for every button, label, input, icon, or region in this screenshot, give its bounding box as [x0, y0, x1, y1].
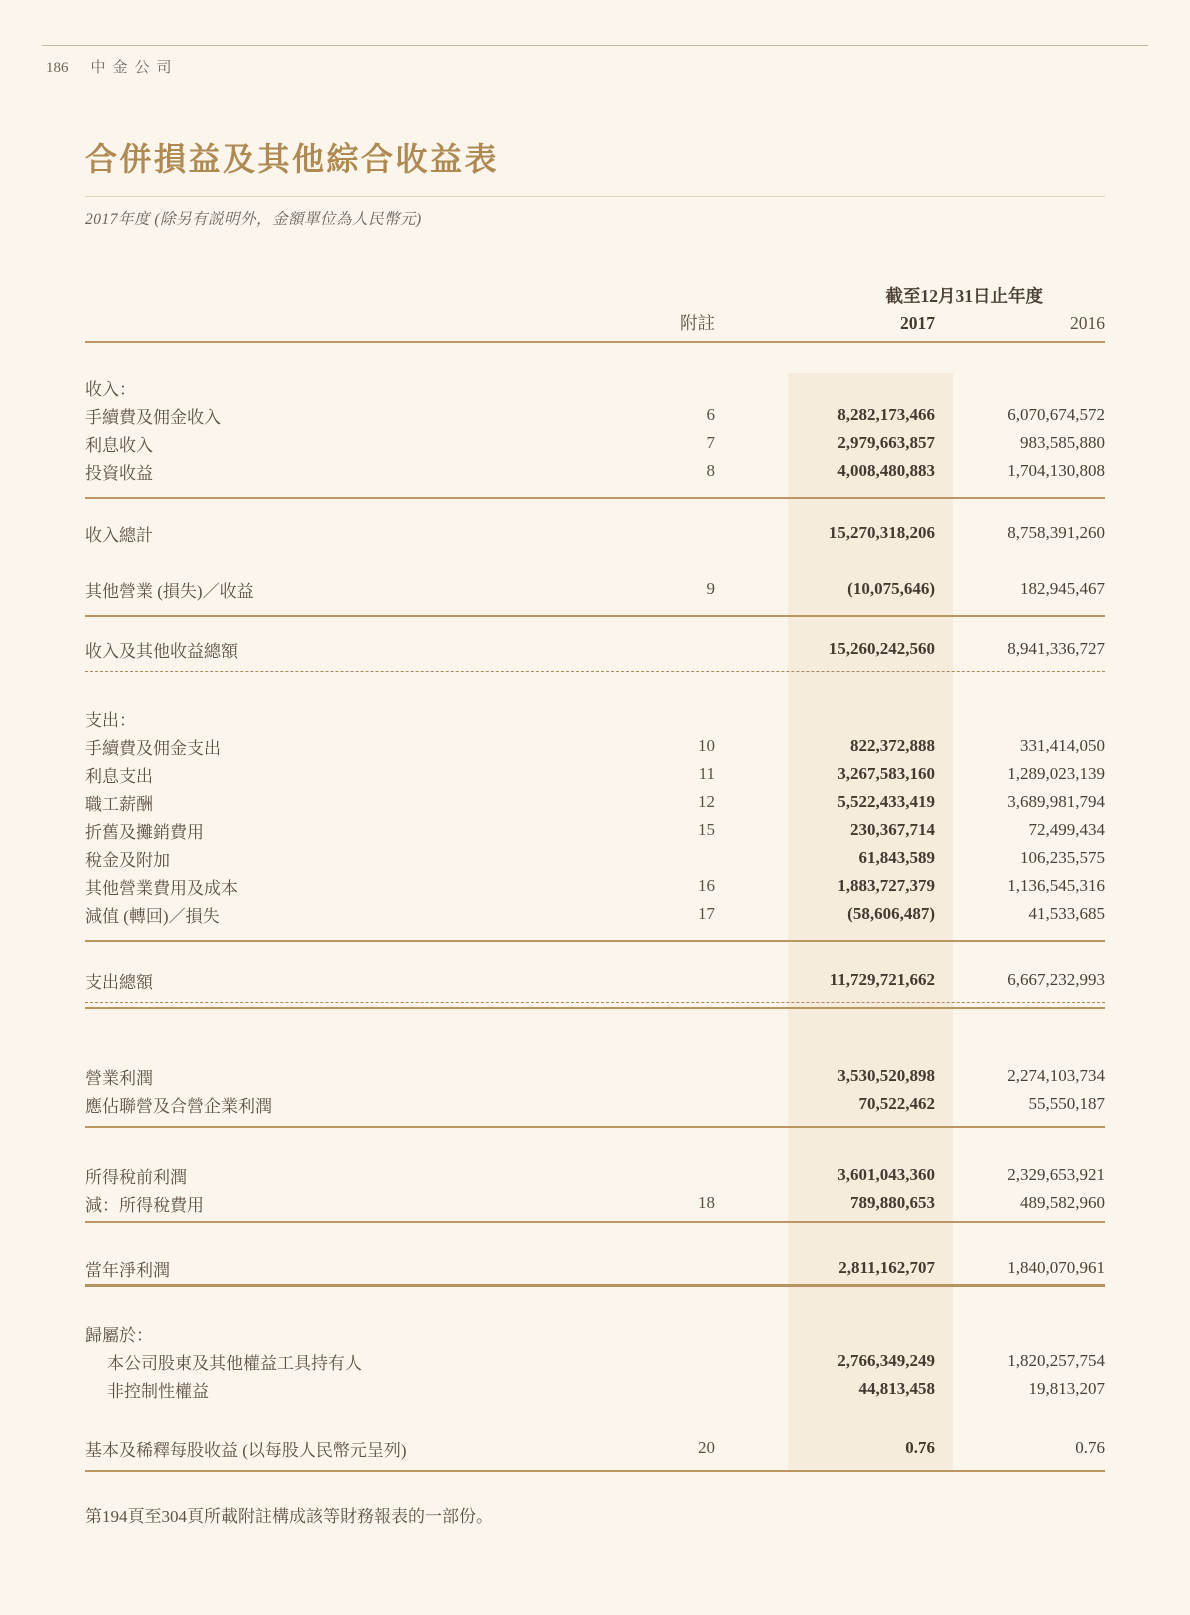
- table-rule-solid: [85, 615, 1105, 617]
- period-header: 截至12月31日止年度: [885, 286, 1043, 307]
- footnote: 第194頁至304頁所載附註構成該等財務報表的一部份。: [85, 1507, 493, 1527]
- row-value-2017: 3,267,583,160: [837, 764, 935, 784]
- note-column-header: 附註: [680, 313, 715, 334]
- row-value-2016: 2,329,653,921: [1007, 1165, 1105, 1185]
- table-row: [85, 519, 1105, 547]
- table-body: [85, 373, 1105, 1472]
- row-value-2016: 331,414,050: [1020, 736, 1105, 756]
- row-value-2016: 106,235,575: [1020, 848, 1105, 868]
- row-label: 手續費及佣金支出: [85, 738, 221, 758]
- year-2016-column-header: 2016: [1070, 313, 1105, 334]
- subtitle: 2017年度 (除另有説明外，金額單位為人民幣元): [85, 211, 422, 229]
- row-value-2017: 15,270,318,206: [828, 523, 935, 543]
- company-name: 中金公司: [90, 60, 179, 76]
- table-rule-solid: [85, 1470, 1105, 1472]
- row-value-2016: 1,136,545,316: [1007, 876, 1105, 896]
- row-label: 當年淨利潤: [85, 1260, 170, 1280]
- row-label: 支出：: [85, 710, 136, 730]
- row-value-2016: 1,704,130,808: [1007, 461, 1105, 481]
- row-label: 利息支出: [85, 766, 153, 786]
- row-value-2016: 1,289,023,139: [1007, 764, 1105, 784]
- table-row: [85, 575, 1105, 603]
- table-rule-dashed: [85, 1002, 1105, 1003]
- row-value-2016: 983,585,880: [1020, 433, 1105, 453]
- row-label: 其他營業 (損失)／收益: [85, 581, 254, 601]
- section-row: [85, 373, 1105, 401]
- page-title: 合併損益及其他綜合收益表: [85, 141, 500, 177]
- row-value-2017: 15,260,242,560: [828, 639, 935, 659]
- row-note: 9: [706, 579, 715, 599]
- year-2017-column-header: 2017: [900, 313, 935, 334]
- row-value-2016: 0.76: [1075, 1438, 1105, 1458]
- row-value-2017: 2,766,349,249: [837, 1351, 935, 1371]
- table-rule-solid: [85, 940, 1105, 942]
- row-note: 12: [698, 792, 715, 812]
- row-value-2017: 822,372,888: [850, 736, 935, 756]
- page-header: [46, 56, 179, 77]
- row-value-2017: 5,522,433,419: [837, 792, 935, 812]
- table-row: [85, 1347, 1105, 1375]
- table-rule-thick: [85, 1284, 1105, 1287]
- row-label: 投資收益: [85, 463, 153, 483]
- row-value-2016: 72,499,434: [1028, 820, 1105, 840]
- row-value-2016: 19,813,207: [1028, 1379, 1105, 1399]
- row-note: 20: [698, 1438, 715, 1458]
- row-label: 歸屬於：: [85, 1325, 153, 1345]
- row-label: 稅金及附加: [85, 850, 170, 870]
- row-label: 減值 (轉回)／損失: [85, 906, 220, 926]
- row-label: 職工薪酬: [85, 794, 153, 814]
- row-label: 收入：: [85, 379, 136, 399]
- row-note: 18: [698, 1193, 715, 1213]
- row-label: 折舊及攤銷費用: [85, 822, 204, 842]
- row-value-2017: 8,282,173,466: [837, 405, 935, 425]
- row-label: 所得稅前利潤: [85, 1167, 187, 1187]
- table-header: [85, 277, 1105, 343]
- row-note: 6: [706, 405, 715, 425]
- title-rule: [85, 196, 1105, 197]
- table-row: [85, 966, 1105, 994]
- row-value-2017: 1,883,727,379: [837, 876, 935, 896]
- row-label: 收入及其他收益總額: [85, 641, 238, 661]
- row-value-2017: 61,843,589: [858, 848, 935, 868]
- table-row: [85, 1375, 1105, 1403]
- row-label: 支出總額: [85, 972, 153, 992]
- table-rule-solid: [85, 1007, 1105, 1009]
- row-value-2016: 6,667,232,993: [1007, 970, 1105, 990]
- row-value-2016: 3,689,981,794: [1007, 792, 1105, 812]
- row-value-2016: 6,070,674,572: [1007, 405, 1105, 425]
- row-value-2017: 3,530,520,898: [837, 1066, 935, 1086]
- table-rule-dashed: [85, 671, 1105, 672]
- table-row: [85, 401, 1105, 429]
- row-value-2016: 8,941,336,727: [1007, 639, 1105, 659]
- table-row: [85, 844, 1105, 872]
- table-row: [85, 1434, 1105, 1462]
- table-row: [85, 429, 1105, 457]
- table-row: [85, 816, 1105, 844]
- row-label: 非控制性權益: [107, 1381, 209, 1401]
- row-value-2016: 55,550,187: [1028, 1094, 1105, 1114]
- table-row: [85, 635, 1105, 663]
- row-note: 8: [706, 461, 715, 481]
- table-row: [85, 732, 1105, 760]
- row-value-2017: 230,367,714: [850, 820, 935, 840]
- table-row: [85, 1161, 1105, 1189]
- table-row: [85, 1254, 1105, 1282]
- row-value-2017: 70,522,462: [858, 1094, 935, 1114]
- row-note: 7: [706, 433, 715, 453]
- row-note: 17: [698, 904, 715, 924]
- row-label: 其他營業費用及成本: [85, 878, 238, 898]
- section-row: [85, 704, 1105, 732]
- row-value-2017: 2,811,162,707: [838, 1258, 935, 1278]
- section-row: [85, 1319, 1105, 1347]
- row-label: 收入總計: [85, 525, 153, 545]
- row-value-2017: 4,008,480,883: [837, 461, 935, 481]
- row-label: 減：所得稅費用: [85, 1195, 204, 1215]
- table-rule-solid: [85, 497, 1105, 499]
- column-headers: [85, 310, 1105, 335]
- row-note: 16: [698, 876, 715, 896]
- table-rule-solid: [85, 1126, 1105, 1128]
- row-label: 本公司股東及其他權益工具持有人: [107, 1353, 362, 1373]
- row-label: 手續費及佣金收入: [85, 407, 221, 427]
- row-value-2017: 0.76: [905, 1438, 935, 1458]
- row-value-2016: 1,840,070,961: [1007, 1258, 1105, 1278]
- row-value-2016: 8,758,391,260: [1007, 523, 1105, 543]
- row-value-2017: 11,729,721,662: [829, 970, 935, 990]
- top-rule: [42, 45, 1148, 46]
- row-value-2016: 489,582,960: [1020, 1193, 1105, 1213]
- table-row: [85, 760, 1105, 788]
- page-number: 186: [46, 60, 69, 76]
- table-rule-solid: [85, 1221, 1105, 1223]
- table-row: [85, 1062, 1105, 1090]
- table-row: [85, 872, 1105, 900]
- row-value-2016: 182,945,467: [1020, 579, 1105, 599]
- row-value-2017: 44,813,458: [858, 1379, 935, 1399]
- row-value-2017: (10,075,646): [847, 579, 935, 599]
- row-label: 應佔聯營及合營企業利潤: [85, 1096, 272, 1116]
- row-value-2016: 1,820,257,754: [1007, 1351, 1105, 1371]
- content: [85, 138, 1105, 1527]
- table-row: [85, 788, 1105, 816]
- row-note: 15: [698, 820, 715, 840]
- table-row: [85, 900, 1105, 928]
- row-note: 10: [698, 736, 715, 756]
- row-value-2017: (58,606,487): [847, 904, 935, 924]
- row-value-2017: 789,880,653: [850, 1193, 935, 1213]
- row-value-2017: 2,979,663,857: [837, 433, 935, 453]
- row-label: 基本及稀釋每股收益 (以每股人民幣元呈列): [85, 1440, 407, 1460]
- row-value-2016: 41,533,685: [1028, 904, 1105, 924]
- row-label: 營業利潤: [85, 1068, 153, 1088]
- row-label: 利息收入: [85, 435, 153, 455]
- row-value-2017: 3,601,043,360: [837, 1165, 935, 1185]
- table-row: [85, 1090, 1105, 1118]
- row-value-2016: 2,274,103,734: [1007, 1066, 1105, 1086]
- table-row: [85, 457, 1105, 485]
- row-note: 11: [698, 764, 715, 784]
- table-row: [85, 1189, 1105, 1217]
